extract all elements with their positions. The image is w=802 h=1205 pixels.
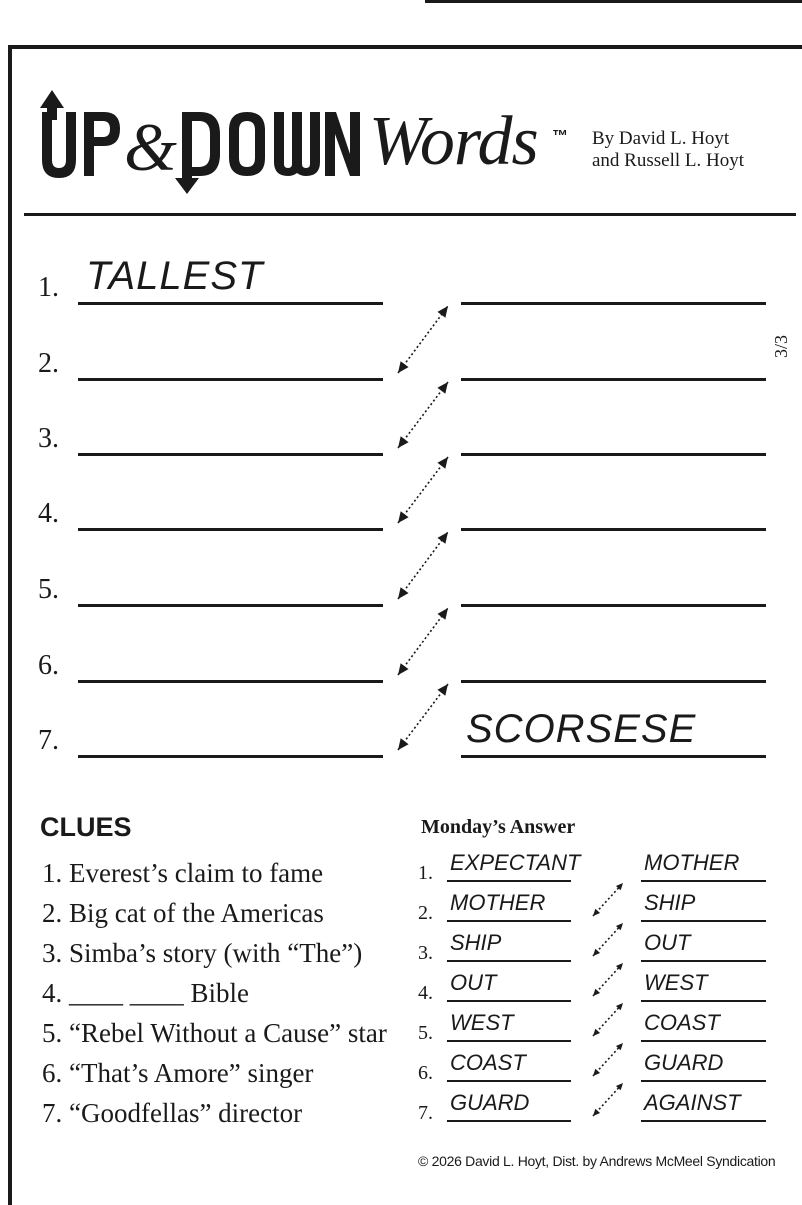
answer-right-word: COAST <box>644 1010 720 1035</box>
svg-text:&: & <box>124 109 177 185</box>
answer-right-word: WEST <box>644 970 708 995</box>
byline-line-2: and Russell L. Hoyt <box>592 150 744 171</box>
clue-item: 2. Big cat of the Americas <box>42 898 324 928</box>
answer-right-word: GUARD <box>644 1050 724 1075</box>
answer-left-word: OUT <box>450 970 497 995</box>
answer-link-arrow <box>593 923 623 956</box>
row-number: 5. <box>38 574 59 605</box>
answer-right-word: OUT <box>644 930 691 955</box>
answer-right-word: SHIP <box>644 890 696 915</box>
answer-link-arrow <box>593 963 623 996</box>
answer-number: 7. <box>418 1102 433 1124</box>
answer-number: 6. <box>418 1062 433 1084</box>
row-number: 7. <box>38 725 59 756</box>
clue-item: 3. Simba’s story (with “The”) <box>42 938 363 968</box>
answer-left-word: MOTHER <box>450 890 546 915</box>
row-number: 1. <box>38 272 59 303</box>
answer-heading: Monday’s Answer <box>421 816 576 838</box>
answer-left-word: SHIP <box>450 930 502 955</box>
answer-number: 1. <box>418 862 433 884</box>
answer-right-word: MOTHER <box>644 850 740 875</box>
given-word-right: SCORSESE <box>466 707 697 751</box>
answer-left-word: EXPECTANT <box>450 850 581 875</box>
copyright: © 2026 David L. Hoyt, Dist. by Andrews McMeel Syndication <box>418 1153 776 1169</box>
byline-line-1: By David L. Hoyt <box>592 128 730 149</box>
answer-link-arrow <box>593 1003 623 1036</box>
clue-item: 6. “That’s Amore” singer <box>42 1058 314 1088</box>
answer-number: 3. <box>418 942 433 964</box>
clues-heading: CLUES <box>40 812 132 842</box>
answer-number: 2. <box>418 902 433 924</box>
row-number: 3. <box>38 423 59 454</box>
page-mark: 3/3 <box>771 334 791 358</box>
trademark: ™ <box>552 128 568 145</box>
clue-item: 7. “Goodfellas” director <box>42 1098 303 1128</box>
clue-item: 5. “Rebel Without a Cause” star <box>42 1018 387 1048</box>
answer-number: 4. <box>418 982 433 1004</box>
answer-left-word: COAST <box>450 1050 526 1075</box>
answer-link-arrow <box>593 883 623 916</box>
row-number: 2. <box>38 348 59 379</box>
clue-item: 1. Everest’s claim to fame <box>42 858 324 888</box>
row-number: 4. <box>38 498 59 529</box>
given-word-left: TALLEST <box>86 254 264 298</box>
clue-item: 4. ____ ____ Bible <box>42 978 249 1008</box>
answer-left-word: GUARD <box>450 1090 530 1115</box>
answer-link-arrow <box>593 1043 623 1076</box>
answer-link-arrow <box>593 1083 623 1116</box>
answer-number: 5. <box>418 1022 433 1044</box>
row-number: 6. <box>38 650 59 681</box>
answer-left-word: WEST <box>450 1010 514 1035</box>
logo-words: Words <box>369 103 538 180</box>
answer-right-word: AGAINST <box>644 1090 741 1115</box>
